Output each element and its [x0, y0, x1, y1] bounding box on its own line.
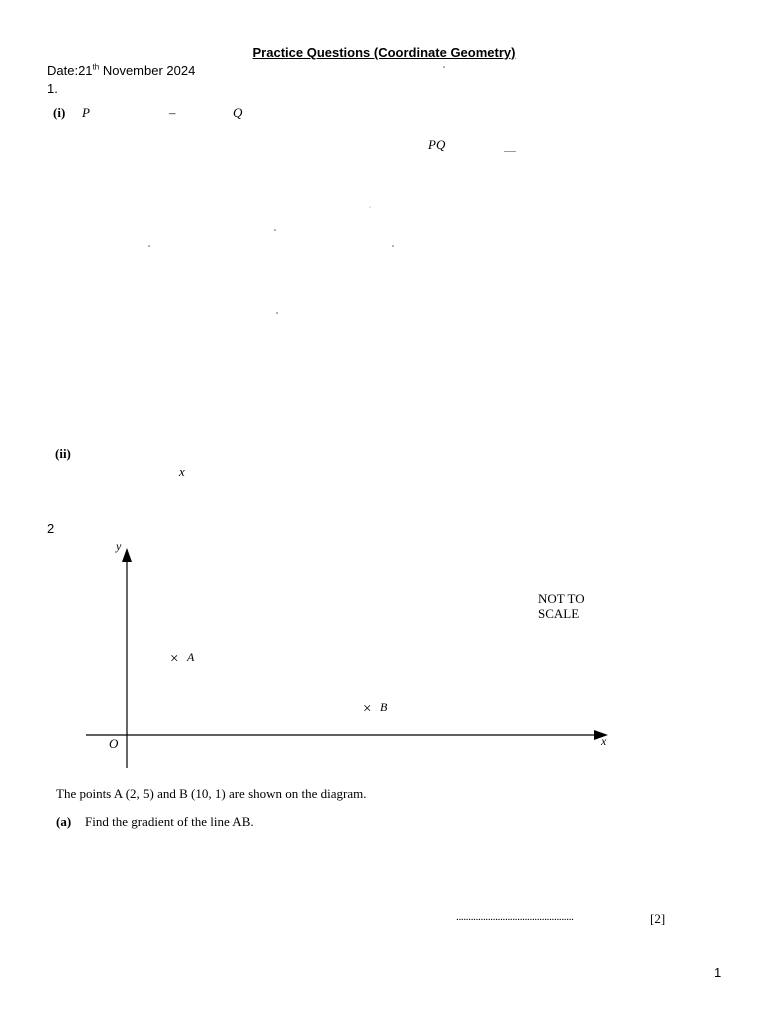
not-to-scale-line1: NOT TO [538, 591, 585, 606]
q1-symbol-dash: – [169, 105, 176, 120]
y-axis-arrowhead [122, 548, 132, 562]
q2-part-a-label: (a) [56, 814, 72, 829]
page-number: 1 [714, 965, 722, 980]
point-b-marker: × [363, 701, 372, 717]
point-b-label: B [380, 700, 388, 714]
q2-part-a-text: Find the gradient of the line AB. [85, 814, 254, 829]
question-1-number: 1. [47, 81, 58, 96]
point-a-marker: × [170, 651, 179, 667]
date-prefix: Date:21 [47, 63, 93, 78]
marks-label: [2] [650, 911, 666, 926]
q1-symbol-pq: PQ [428, 137, 446, 152]
x-axis-label: x [601, 734, 607, 748]
origin-label: O [109, 736, 119, 751]
answer-line: ................................................ [456, 911, 574, 923]
q1-part-ii-label: (ii) [55, 446, 71, 461]
y-axis-label: y [116, 539, 122, 553]
not-to-scale-line2: SCALE [538, 606, 580, 621]
point-a-label: A [187, 650, 195, 664]
page-title: Practice Questions (Coordinate Geometry) [252, 45, 516, 60]
question-2-number: 2 [47, 521, 55, 536]
q1-symbol-q: Q [233, 105, 243, 120]
q1-symbol-x: x [179, 464, 185, 479]
date-ordinal: th [92, 62, 100, 72]
q1-part-i-label: (i) [53, 105, 66, 120]
q1-symbol-p: P [82, 105, 90, 120]
date-suffix: November 2024 [99, 63, 196, 78]
q2-statement: The points A (2, 5) and B (10, 1) are shown on the diagram. [56, 786, 367, 801]
